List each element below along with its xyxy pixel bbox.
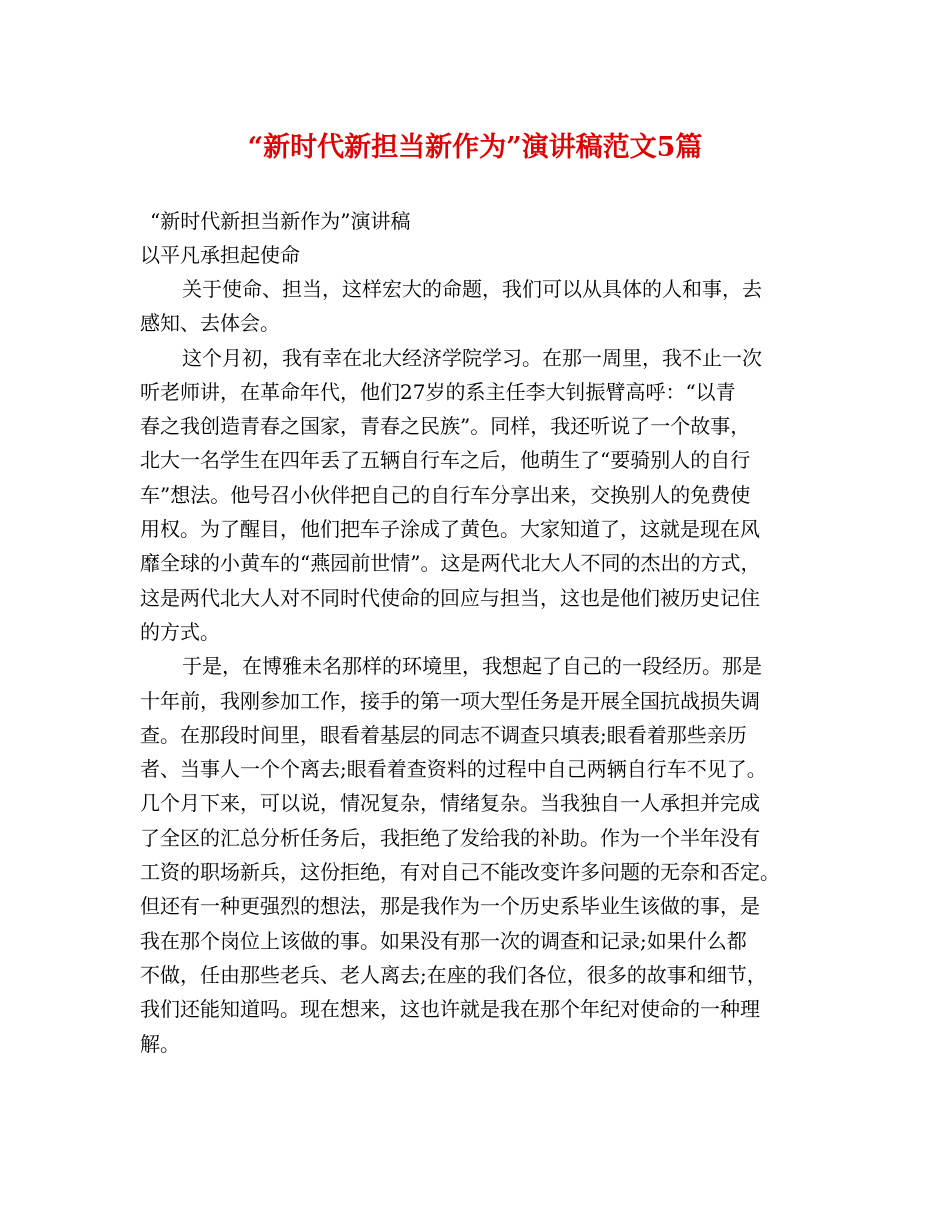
paragraph-line: 我们还能知道吗。现在想来，这也许就是我在那个年纪对使命的一种理	[140, 997, 760, 1022]
document-title: “新时代新担当新作为”演讲稿范文5篇	[247, 132, 703, 163]
paragraph-line: 解。	[140, 1031, 180, 1056]
paragraph-3	[140, 649, 830, 1061]
paragraph-line: 车”想法。他号召小伙伴把自己的自行车分享出来，交换别人的免费使	[140, 482, 751, 507]
paragraph-line: 者、当事人一个个离去;眼看着查资料的过程中自己两辆自行车不见了。	[140, 757, 767, 782]
paragraph-line: 这是两代北大人对不同时代使命的回应与担当，这也是他们被历史记住	[140, 585, 760, 610]
paragraph-2	[140, 341, 830, 650]
paragraph-line: 几个月下来，可以说，情况复杂，情绪复杂。当我独自一人承担并完成	[140, 791, 760, 816]
paragraph-line: 靡全球的小黄车的“燕园前世情”。这是两代北大人不同的杰出的方式，	[140, 551, 761, 576]
paragraph-line: 听老师讲，在革命年代，他们27岁的系主任李大钊振臂高呼：“以青	[140, 379, 736, 404]
paragraph-line: 用权。为了醒目，他们把车子涂成了黄色。大家知道了，这就是现在风	[140, 517, 760, 542]
paragraph-line: 的方式。	[140, 619, 220, 644]
paragraph-line: 感知、去体会。	[140, 311, 280, 336]
paragraph-line: 春之我创造青春之国家，青春之民族”。同样，我还听说了一个故事，	[140, 414, 751, 439]
paragraph-1	[140, 272, 830, 341]
speech-subtitle: “新时代新担当新作为”演讲稿	[150, 209, 411, 233]
paragraph-line: 这个月初，我有幸在北大经济学院学习。在那一周里，我不止一次	[182, 345, 762, 370]
paragraph-line: 于是，在博雅未名那样的环境里，我想起了自己的一段经历。那是	[182, 654, 762, 679]
paragraph-line: 不做，任由那些老兵、老人离去;在座的我们各位，很多的故事和细节，	[140, 962, 767, 987]
paragraph-line: 关于使命、担当，这样宏大的命题，我们可以从具体的人和事，去	[182, 277, 762, 301]
paragraph-line: 查。在那段时间里，眼看着基层的同志不调查只填表;眼看着那些亲历	[140, 722, 747, 747]
paragraph-line: 我在那个岗位上该做的事。如果没有那一次的调查和记录;如果什么都	[140, 928, 747, 953]
document-body	[140, 272, 830, 1061]
paragraph-line: 十年前，我刚参加工作，接手的第一项大型任务是开展全国抗战损失调	[140, 688, 760, 713]
paragraph-line: 但还有一种更强烈的想法，那是我作为一个历史系毕业生该做的事，是	[140, 894, 760, 919]
paragraph-line: 工资的职场新兵，这份拒绝，有对自己不能改变许多问题的无奈和否定。	[140, 860, 780, 885]
paragraph-line: 北大一名学生在四年丢了五辆自行车之后，他萌生了“要骑别人的自行	[140, 448, 751, 473]
paragraph-line: 了全区的汇总分析任务后，我拒绝了发给我的补助。作为一个半年没有	[140, 825, 760, 850]
section-heading: 以平凡承担起使命	[140, 243, 300, 267]
